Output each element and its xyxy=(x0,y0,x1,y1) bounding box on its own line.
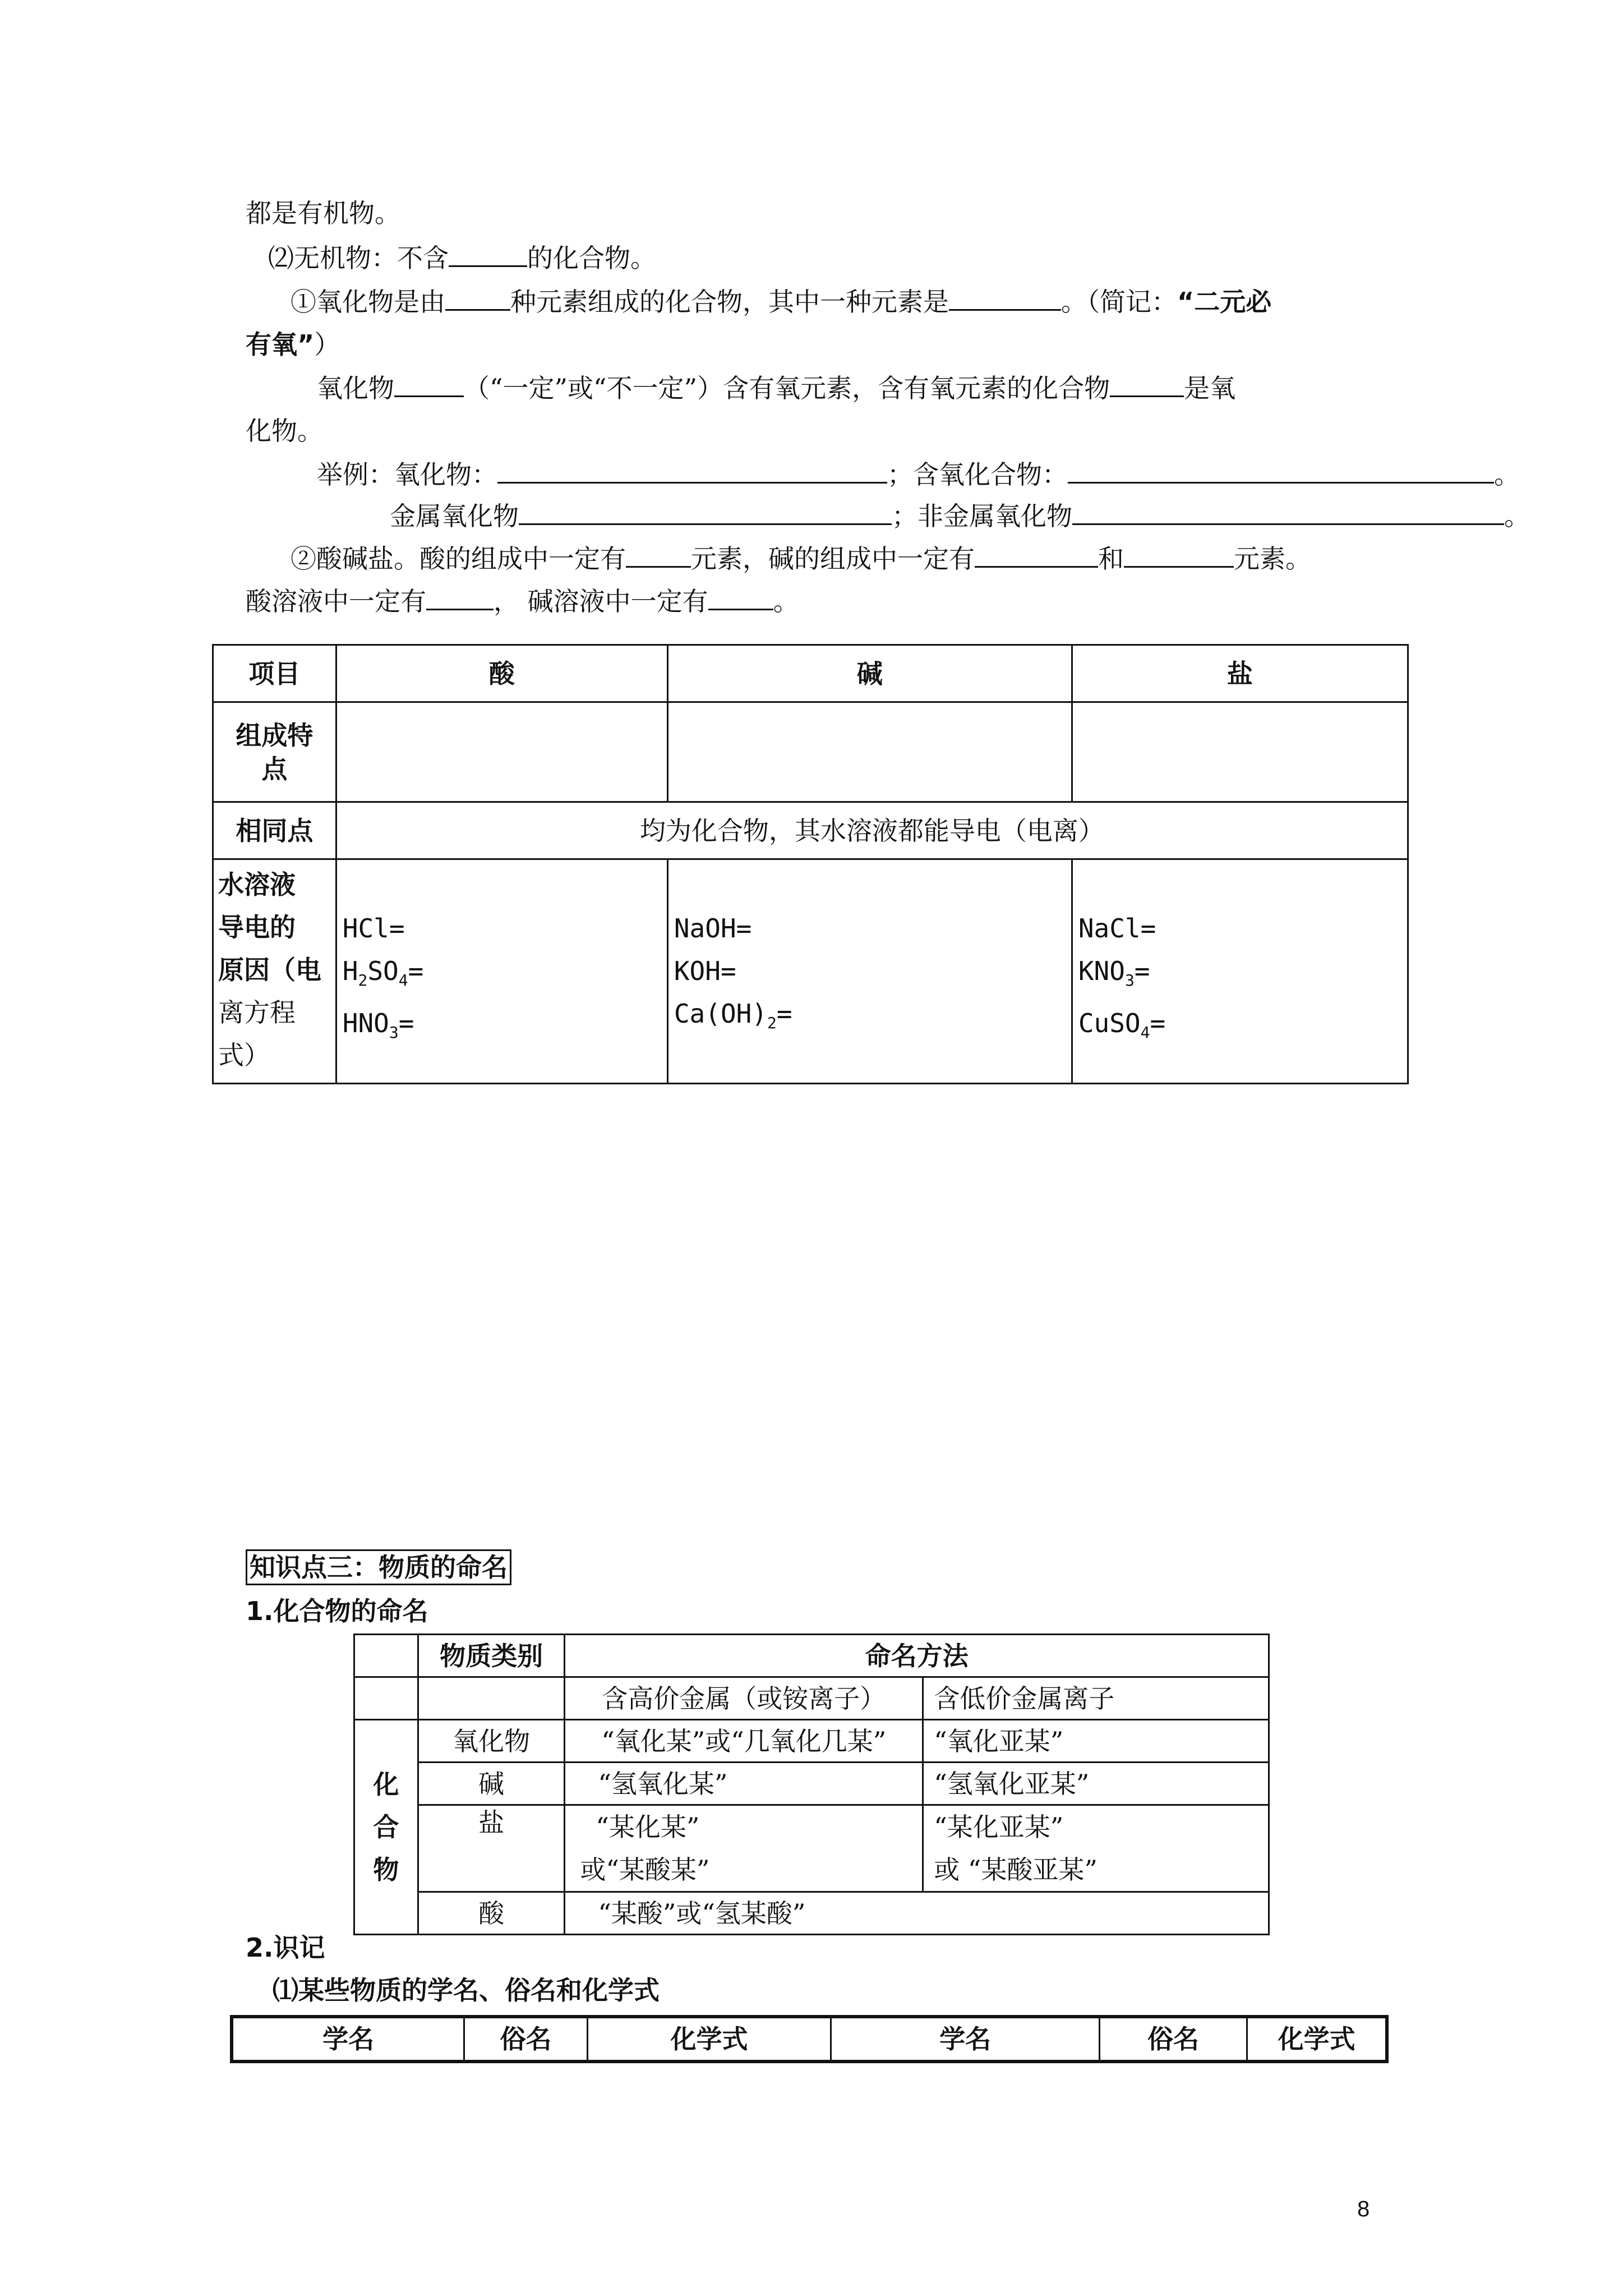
base-high: “氢氧化某” xyxy=(565,1763,923,1805)
header-high-valence: 含高价金属（或铵离子） xyxy=(565,1677,923,1720)
acid-base-salt-table xyxy=(212,644,1409,1084)
line-1: 都是有机物。 xyxy=(246,198,400,228)
category-acid: 酸 xyxy=(418,1892,564,1935)
subsection-memorize: 2.识记 xyxy=(246,1932,325,1963)
page-number: 8 xyxy=(1357,2197,1370,2221)
line-2: ⑵无机物：不含 的化合物。 xyxy=(268,243,656,273)
header-salt: 盐 xyxy=(1072,645,1408,702)
subsection-naming: 1.化合物的命名 xyxy=(246,1596,428,1626)
acid-method: “某酸”或“氢某酸” xyxy=(565,1892,1269,1935)
header-method: 命名方法 xyxy=(565,1635,1269,1677)
line-7: 举例：氧化物： ；含氧化合物： 。 xyxy=(317,459,1520,490)
subsection-names-formulas: ⑴某些物质的学名、俗名和化学式 xyxy=(273,1975,660,2005)
line-8: 金属氧化物 ；非金属氧化物 。 xyxy=(390,501,1530,531)
header-acid: 酸 xyxy=(336,645,667,702)
acid-composition-cell[interactable] xyxy=(336,702,667,802)
empty-corner xyxy=(354,1635,418,1677)
oxide-low: “氧化亚某” xyxy=(923,1720,1269,1763)
salt-equations-cell[interactable]: NaCl= $KNO_3=$ CuSO$_4$= xyxy=(1072,859,1408,1084)
line-6: 化物。 xyxy=(246,416,323,446)
salt-low: “某化亚某” 或 “某酸亚某” xyxy=(923,1805,1269,1892)
fill-blank[interactable] xyxy=(426,585,494,610)
line-9: ②酸碱盐。酸的组成中一定有 元素，碱的组成中一定有 和 元素。 xyxy=(291,544,1311,574)
base-equations-cell[interactable]: NaOH= KOH= $Ca(OH)_2=$ xyxy=(667,859,1072,1084)
header-low-valence: 含低价金属离子 xyxy=(923,1677,1269,1720)
fill-blank[interactable] xyxy=(975,542,1098,568)
line-10: 酸溶液中一定有 ， 碱溶液中一定有 。 xyxy=(246,586,799,616)
header-common-name: 俗名 xyxy=(1099,2017,1247,2062)
category-oxide: 氧化物 xyxy=(418,1720,564,1763)
empty-cell xyxy=(418,1677,564,1720)
category-base: 碱 xyxy=(418,1763,564,1805)
common-point-text: 均为化合物，其水溶液都能导电（电离） xyxy=(336,802,1408,859)
fill-blank[interactable] xyxy=(497,458,887,484)
fill-blank[interactable] xyxy=(708,585,773,610)
base-low: “氢氧化亚某” xyxy=(923,1763,1269,1805)
empty-cell xyxy=(354,1677,418,1720)
row-ionization-label: 水溶液 导电的 原因（电 离方程 式） xyxy=(213,859,336,1084)
names-formulas-table xyxy=(230,2015,1389,2063)
header-scientific-name: 学名 xyxy=(232,2017,464,2062)
header-scientific-name: 学名 xyxy=(831,2017,1100,2062)
base-composition-cell[interactable] xyxy=(667,702,1072,802)
fill-blank[interactable] xyxy=(1068,458,1494,484)
header-common-name: 俗名 xyxy=(464,2017,587,2062)
naming-table xyxy=(353,1634,1270,1935)
line-3: ①氧化物是由 种元素组成的化合物，其中一种元素是 。（简记：“二元必 xyxy=(291,287,1272,317)
acid-equations-cell[interactable]: HCl= $H_2SO_4=$ $HNO_3=$ xyxy=(336,859,667,1084)
fill-blank[interactable] xyxy=(626,542,691,568)
fill-blank[interactable] xyxy=(445,286,510,311)
header-item: 项目 xyxy=(213,645,336,702)
salt-high: “某化某” 或“某酸某” xyxy=(565,1805,923,1892)
fill-blank[interactable] xyxy=(1124,542,1234,568)
header-formula: 化学式 xyxy=(1247,2017,1387,2062)
row-composition-label: 组成特 点 xyxy=(213,702,336,802)
fill-blank[interactable] xyxy=(519,500,892,525)
fill-blank[interactable] xyxy=(449,242,527,267)
fill-blank[interactable] xyxy=(1110,372,1184,397)
line-5: 氧化物 （“一定”或“不一定”）含有氧元素，含有氧元素的化合物 是氧 xyxy=(317,373,1236,403)
header-formula: 化学式 xyxy=(587,2017,831,2062)
compound-group-label: 化 合 物 xyxy=(354,1720,418,1935)
header-base: 碱 xyxy=(667,645,1072,702)
header-category: 物质类别 xyxy=(418,1635,564,1677)
salt-composition-cell[interactable] xyxy=(1072,702,1408,802)
row-common-label: 相同点 xyxy=(213,802,336,859)
line-4: 有氧”） xyxy=(246,329,340,360)
fill-blank[interactable] xyxy=(1072,500,1504,525)
fill-blank[interactable] xyxy=(949,286,1061,311)
section-title: 知识点三：物质的命名 xyxy=(246,1549,511,1585)
fill-blank[interactable] xyxy=(394,372,464,397)
category-salt: 盐 xyxy=(418,1805,564,1892)
oxide-high: “氧化某”或“几氧化几某” xyxy=(565,1720,923,1763)
